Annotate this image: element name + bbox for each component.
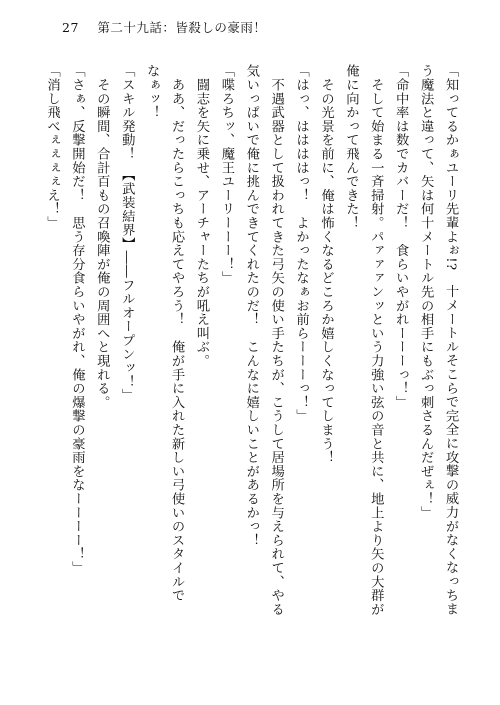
text-line: 「さぁ、反撃開始だ！ 思う存分食らいやがれ、俺の爆撃の豪雨をなーーーー！」 — [69, 64, 85, 575]
text-line: なぁッ！ — [144, 64, 160, 120]
text-line: 「知ってるかぁユーリ先輩よぉ!? 十メートルそこらで完全に攻撃の威力がなくなっちま — [443, 64, 458, 616]
text-line: その瞬間、合計百もの召喚陣が俺の周囲へと現れる。 — [94, 64, 110, 409]
text-line: 「喋ろちッ、魔王ユーリーーー！」 — [218, 64, 234, 285]
text-line: 「命中率は数でカバーだ！ 食らいやがれーーーっ！」 — [393, 64, 409, 409]
text-line: 気いっぱいで俺に挑んできてくれたのだ！ こんなに嬉しいことがあるかっ！ — [243, 64, 259, 547]
running-header — [62, 18, 266, 36]
text-line: 俺に向かって飛んできた！ — [343, 64, 359, 230]
text-line: 「はっ、ははははっ！ よかったなぁお前らーーーっ！」 — [293, 64, 309, 423]
text-line: 「スキル発動！ 【武装結界】――フルオープンッ！」 — [119, 64, 135, 403]
text-line: 不遇武器として扱われてきた弓矢の使い手たちが、こうして居場所を与えられて、やる — [268, 64, 284, 616]
text-line: その光景を前に、俺は怖くなるどころか嬉しくなってしまう！ — [318, 64, 334, 465]
chapter-title: 第二十九話：皆殺しの豪雨！ — [97, 20, 267, 35]
text-line: 「消し飛べぇぇぇぇえ！」 — [44, 64, 60, 230]
text-line: 闘志を矢に乗せ、アーチャーたちが吼え叫ぶ。 — [193, 64, 209, 368]
text-line: ああ、だったらこっちも応えてやろう！ 俺が手に入れた新しい弓使いのスタイルで — [169, 64, 185, 603]
vertical-body-text — [44, 64, 462, 676]
text-line: そして始まる一斉掃射。パァァァンッという力強い弦の音と共に、地上より矢の大群が — [368, 64, 384, 616]
text-line: う魔法と違って、矢は何十メートル先の相手にもぶっ刺さるんだぜぇ！」 — [418, 64, 434, 520]
page-number: 27 — [62, 20, 79, 35]
